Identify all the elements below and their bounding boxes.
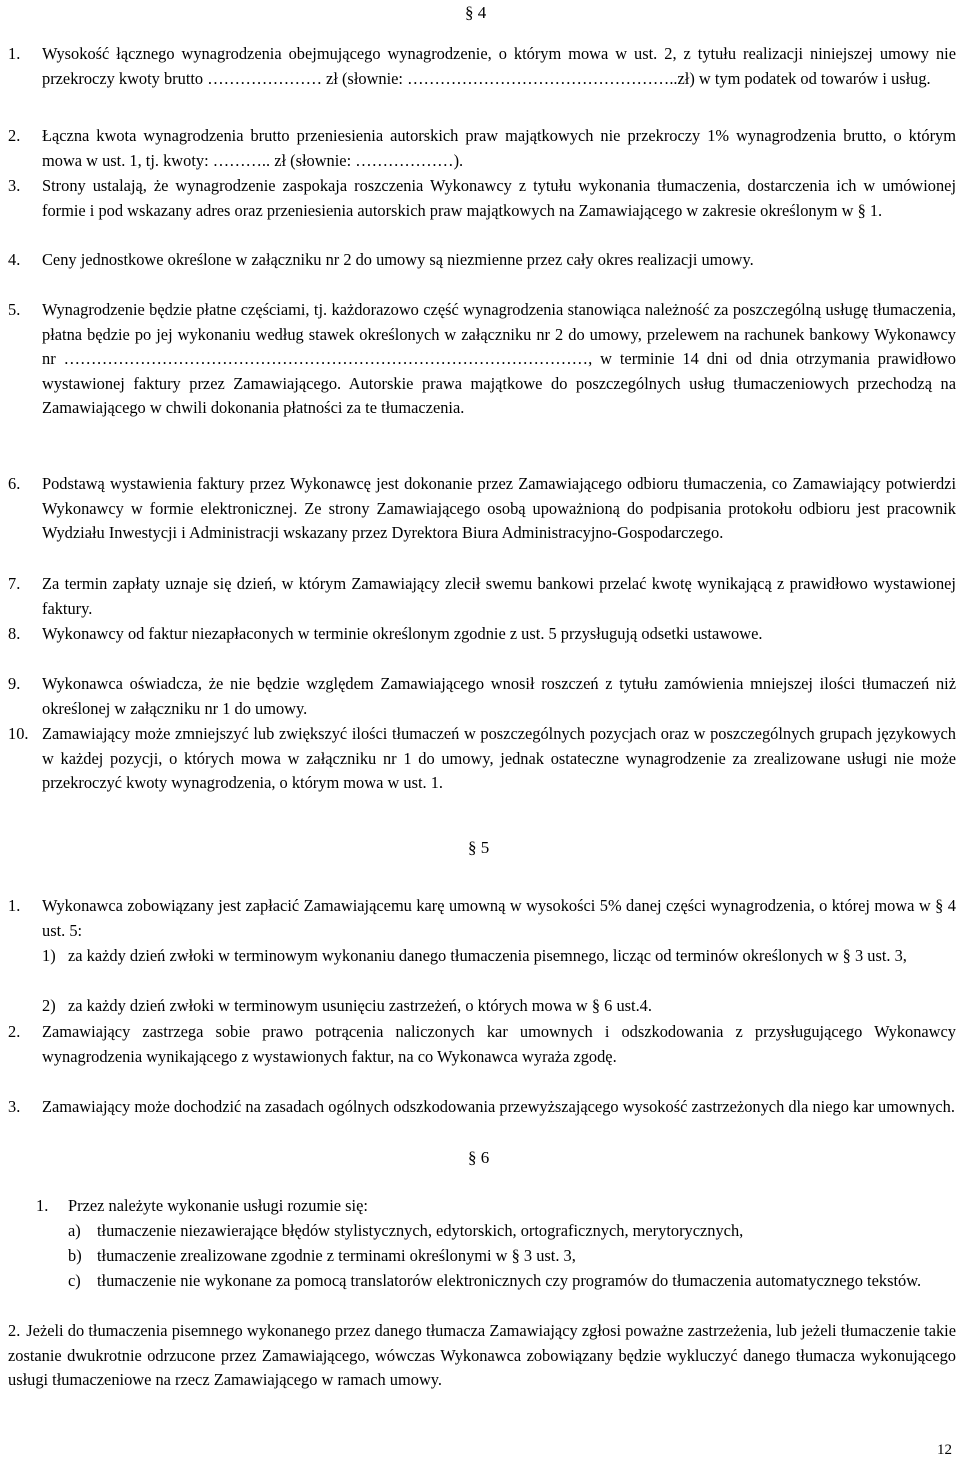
section-heading-6: § 6 — [468, 1148, 490, 1167]
s4-item-9: 9. Wykonawca oświadcza, że nie będzie względem Zamawiającego wnosił roszczeń z tytułu zamówienia mniejszej ilości tłumaczeń niż określonej w załączniku nr 1 do umowy. — [8, 674, 956, 718]
s4-item-1: 1. Wysokość łącznego wynagrodzenia obejmującego wynagrodzenie, o którym mowa w ust. 2, z tytułu realizacji niniejszej umowy nie przekroczy kwoty brutto ………………… zł (słownie: …………………………………………..zł) w tym podatek od towarów i usług. — [8, 44, 956, 88]
s5-subitem-2: 2) za każdy dzień zwłoki w terminowym usunięciu zastrzeżeń, o których mowa w § 6 ust.4. — [42, 996, 652, 1015]
s6-item-2 — [8, 1319, 956, 1393]
s5-item-1: 1. Wykonawca zobowiązany jest zapłacić Zamawiającemu karę umowną w wysokości 5% danej części wynagrodzenia, o której mowa w § 4 ust. 5: — [8, 896, 956, 940]
page-number: 12 — [937, 1442, 952, 1458]
s4-item-6: 6. Podstawą wystawienia faktury przez Wykonawcę jest dokonanie przez Zamawiającego odbioru tłumaczenia, co Zamawiający potwierdzi Wykonawcy w formie elektronicznej. Ze strony Zamawiającego osobą upoważnioną do podpisania protokołu odbioru jest pracownik Wydziału Inwestycji i Administracji wskazany przez Dyrektora Biura Administracyjno-Gospodarczego. — [8, 474, 956, 542]
s6-item-2-num: 2. — [8, 1321, 21, 1340]
s6-item-1: 1. Przez należyte wykonanie usługi rozumie się: — [36, 1196, 368, 1215]
s6-item-2-text: Jeżeli do tłumaczenia pisemnego wykonanego przez danego tłumacza Zamawiający zgłosi poważne zastrzeżenia, lub jeżeli tłumaczenie takie zostanie dwukrotnie odrzucone przez Zamawiającego, wówczas Wykonawca zobowiązany będzie wykluczyć danego tłumacza wykonującego usługi tłumaczeniowe na rzecz Zamawiającego w ramach umowy. — [8, 1321, 956, 1389]
s4-item-3: 3. Strony ustalają, że wynagrodzenie zaspokaja roszczenia Wykonawcy z tytułu wykonania tłumaczenia, dostarczenia ich w umówionej formie i pod wskazany adres oraz przeniesienia autorskich praw majątkowych na Zamawiającego w zakresie określonym w § 1. — [8, 176, 956, 220]
section-heading-5: § 5 — [468, 838, 490, 857]
s6-subitem-c: c) tłumaczenie nie wykonane za pomocą translatorów elektronicznych czy programów do tłumaczenia automatycznego tekstów. — [68, 1271, 922, 1290]
s5-item-3: 3. Zamawiający może dochodzić na zasadach ogólnych odszkodowania przewyższającego wysokość zastrzeżonych dla niego kar umownych. — [8, 1097, 955, 1116]
s6-subitem-a: a) tłumaczenie niezawierające błędów stylistycznych, edytorskich, ortograficznych, merytorycznych, — [68, 1221, 744, 1240]
s4-item-5: 5. Wynagrodzenie będzie płatne częściami, tj. każdorazowo część wynagrodzenia stanowiąca należność za poszczególną usługę tłumaczenia, płatna będzie po jej wykonaniu według stawek określonych w załączniku nr 2 do umowy, przelewem na rachunek bankowy Wykonawcy nr ……………………………………………………………………………………, w terminie 14 dni od dnia otrzymania prawidłowo wystawionej faktury przez Zamawiającego. Autorskie prawa majątkowe do poszczególnych usług tłumaczeniowych przechodzą na Zamawiającego w chwili dokonania płatności za te tłumaczenia. — [8, 300, 956, 417]
s4-item-7: 7. Za termin zapłaty uznaje się dzień, w którym Zamawiający zlecił swemu bankowi przelać kwotę wynikającą z prawidłowo wystawionej faktury. — [8, 574, 956, 618]
s4-item-4: 4. Ceny jednostkowe określone w załączniku nr 2 do umowy są niezmienne przez cały okres realizacji umowy. — [8, 250, 754, 269]
s6-subitem-b: b) tłumaczenie zrealizowane zgodnie z terminami określonymi w § 3 ust. 3, — [68, 1246, 576, 1265]
s5-subitem-1: 1) za każdy dzień zwłoki w terminowym wykonaniu danego tłumaczenia pisemnego, licząc od terminów określonych w § 3 ust. 3, — [42, 946, 907, 965]
section-heading-4: § 4 — [465, 3, 487, 22]
s5-item-2: 2. Zamawiający zastrzega sobie prawo potrącenia naliczonych kar umownych i odszkodowania z przysługującego Wykonawcy wynagrodzenia wynikającego z wystawionych faktur, na co Wykonawca wyraża zgodę. — [8, 1022, 956, 1066]
s4-item-10: 10. Zamawiający może zmniejszyć lub zwiększyć ilości tłumaczeń w poszczególnych pozycjach oraz w poszczególnych grupach językowych w każdej pozycji, o których mowa w załączniku nr 1 do umowy, jednak ostateczne wynagrodzenie za zrealizowane usługi nie może przekroczyć kwoty wynagrodzenia, o którym mowa w ust. 1. — [8, 724, 956, 792]
s4-item-2: 2. Łączna kwota wynagrodzenia brutto przeniesienia autorskich praw majątkowych nie przekroczy 1% wynagrodzenia brutto, o którym mowa w ust. 1, tj. kwoty: ……….. zł (słownie: ………………). — [8, 126, 956, 170]
s4-item-8: 8. Wykonawcy od faktur niezapłaconych w terminie określonym zgodnie z ust. 5 przysługują odsetki ustawowe. — [8, 624, 763, 643]
